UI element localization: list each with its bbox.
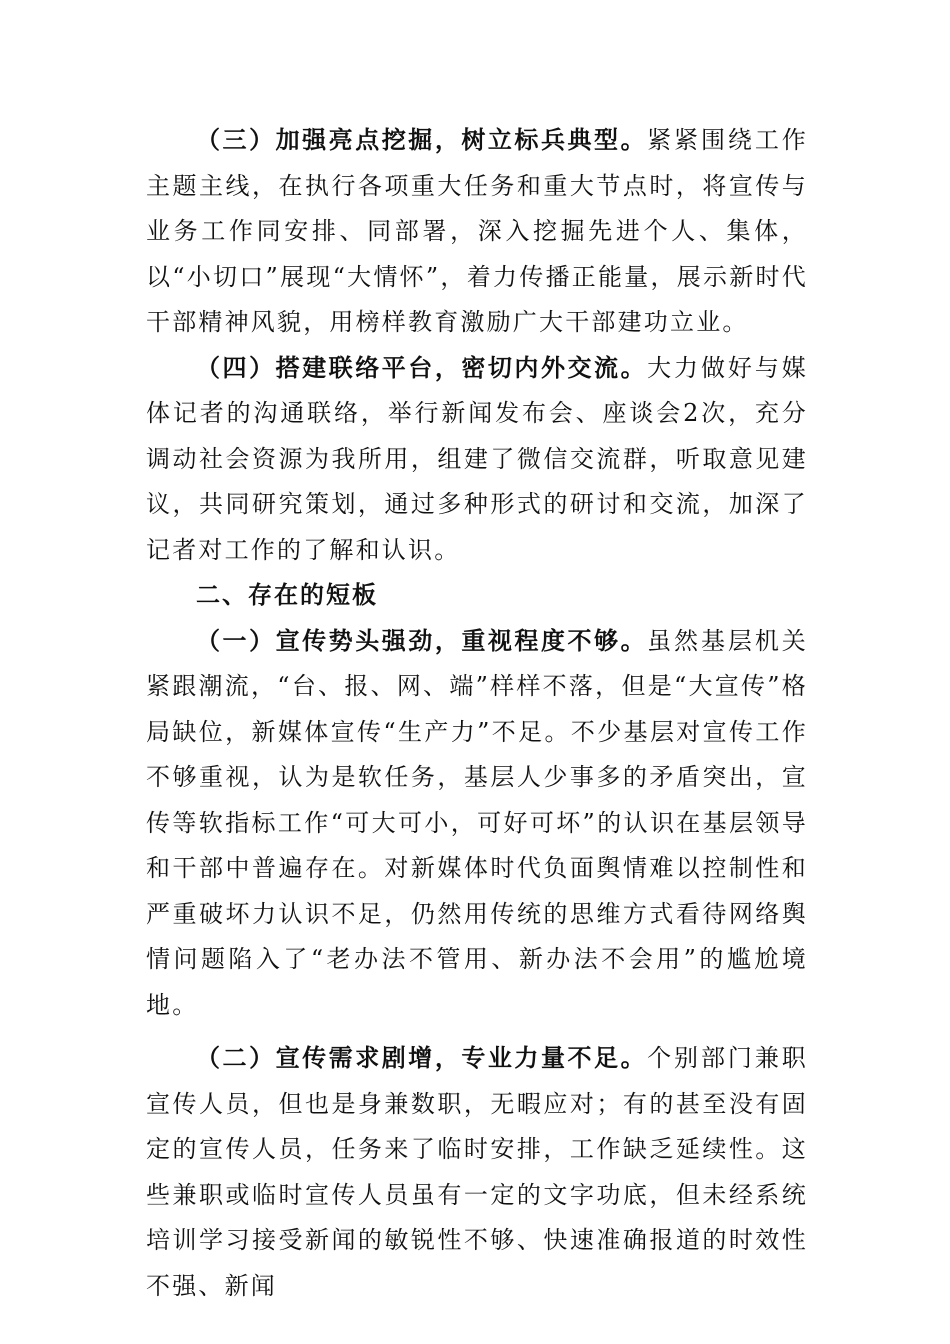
- paragraph-lead: （一）宣传势头强劲，重视程度不够。: [196, 626, 648, 655]
- paragraph-highlight-mining: [146, 118, 808, 346]
- paragraph-lead: （二）宣传需求剧增，专业力量不足。: [196, 1044, 648, 1072]
- paragraph-body: 个别部门兼职宣传人员，但也是身兼数职，无暇应对；有的甚至没有固定的宣传人员，任务来了临时安排，工作缺乏延续性。这些兼职或临时宣传人员虽有一定的文字功底，但未经系统培训学习接受新闻的敏锐性不够、快速准确报道的时效性不强、新闻: [146, 1044, 808, 1300]
- paragraph-body: 大力做好与媒体记者的沟通联络，举行新闻发布会、座谈会2次，充分调动社会资源为我所用，组建了微信交流群，听取意见建议，共同研究策划，通过多种形式的研讨和交流，加深了记者对工作的了解和认识。: [146, 353, 808, 564]
- paragraph-body: 紧紧围绕工作主题主线，在执行各项重大任务和重大节点时，将宣传与业务工作同安排、同部署，深入挖掘先进个人、集体，以“小切口”展现“大情怀”，着力传播正能量，展示新时代干部精神风貌，用榜样教育激励广大干部建功立业。: [146, 126, 808, 336]
- paragraph-body: 虽然基层机关紧跟潮流，“台、报、网、端”样样不落，但是“大宣传”格局缺位，新媒体宣传“生产力”不足。不少基层对宣传工作不够重视，认为是软任务，基层人少事多的矛盾突出，宣传等软指标工作“可大可小，可好可坏”的认识在基层领导和干部中普遍存在。对新媒体时代负面舆情难以控制性和严重破坏力认识不足，仍然用传统的思维方式看待网络舆情问题陷入了“老办法不管用、新办法不会用”的尴尬境地。: [146, 626, 808, 1019]
- paragraph-staffing-gap: [146, 1036, 808, 1309]
- paragraph-liaison-platform: [146, 346, 808, 574]
- section-heading: 二、存在的短板: [196, 581, 378, 609]
- paragraph-lead: （四）搭建联络平台，密切内外交流。: [196, 353, 648, 382]
- paragraph-attention-gap: [146, 619, 808, 1029]
- document-page: [146, 118, 808, 1309]
- paragraph-lead: （三）加强亮点挖掘，树立标兵典型。: [196, 126, 648, 154]
